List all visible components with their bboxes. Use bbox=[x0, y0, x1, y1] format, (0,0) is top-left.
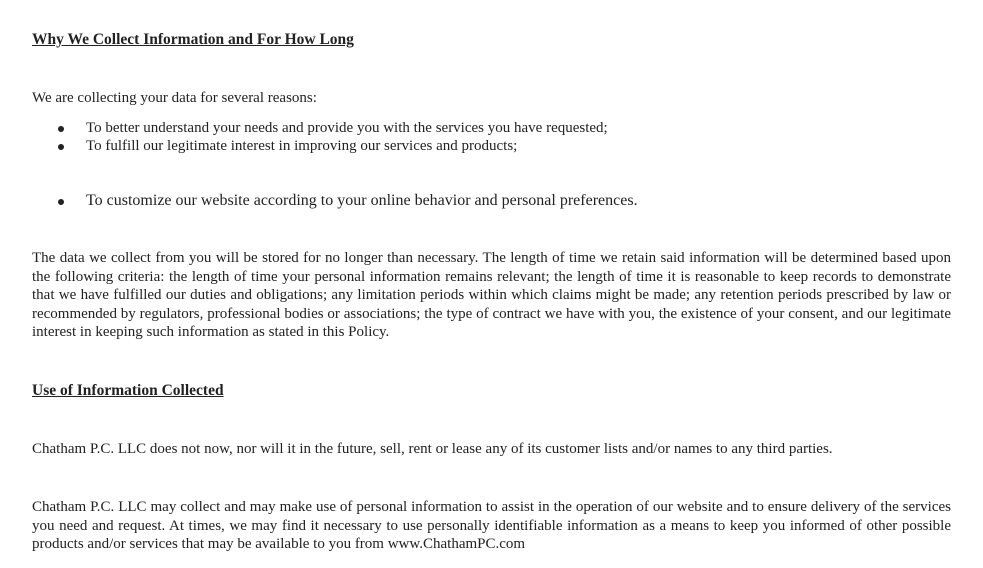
retention-paragraph: The data we collect from you will be stored for no longer than necessary. The length of time we retain said information will be determined based upon the following criteria: the length of time your personal information remains relevant; the length of time it is reasonable to keep records to demonstrate that we have fulfilled our duties and obligations; any limitation periods within which claims might be made; any retention periods prescribed by law or recommended by regulators, professional bodies or associations; the type of contract we have with you, the existence of your consent, and our legitimate interest in keeping such information as stated in this Policy. bbox=[32, 250, 951, 340]
section-heading-use-of-information: Use of Information Collected bbox=[32, 381, 224, 399]
policy-document bbox=[32, 30, 951, 554]
section-heading-why-we-collect: Why We Collect Information and For How Long bbox=[32, 31, 354, 48]
list-item: To customize our website according to your online behavior and personal preferences. bbox=[86, 192, 951, 211]
reasons-list-continued bbox=[32, 192, 951, 211]
no-sell-paragraph: Chatham P.C. LLC does not now, nor will it in the future, sell, rent or lease any of its customer lists and/or names to any third parties. bbox=[32, 440, 833, 457]
use-of-information-paragraph: Chatham P.C. LLC may collect and may make use of personal information to assist in the operation of our website and to ensure delivery of the services you need and request. At times, we may find it necessary to use personally identifiable information as a means to keep you informed of other possible products and/or services that may be available to you from www.ChathamPC.com bbox=[32, 499, 951, 552]
list-item: To fulfill our legitimate interest in improving our services and products; bbox=[86, 137, 951, 156]
list-item: To better understand your needs and provide you with the services you have requested; bbox=[86, 119, 951, 138]
reasons-list bbox=[32, 119, 951, 156]
reasons-intro: We are collecting your data for several reasons: bbox=[32, 90, 317, 106]
